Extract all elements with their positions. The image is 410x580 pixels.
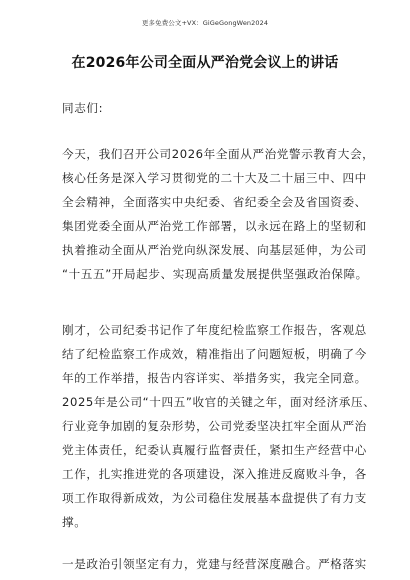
paragraph-line: 2025年是公司“十四五”收官的关键之年，面对经济承压、 <box>62 395 376 409</box>
paragraph-line: 执着推动全面从严治党向纵深发展、向基层延伸，为公司 <box>62 243 367 257</box>
paragraph-line: 一是政治引领坚定有力，党建与经营深度融合。严格落实 <box>62 557 367 571</box>
paragraph-line: 年的工作举措，报告内容详实、举措务实，我完全同意。 <box>62 371 367 385</box>
paragraph-3 <box>62 552 367 576</box>
paragraph-line: 核心任务是深入学习贯彻党的二十大及二十届三中、四中 <box>62 171 367 185</box>
paragraph-line: 工作，扎实推进党的各项建设，深入推进反腐败斗争，各 <box>62 467 367 481</box>
paragraph-1 <box>62 142 375 286</box>
paragraph-line: 项工作取得新成效，为公司稳住发展基本盘提供了有力支 <box>62 491 367 505</box>
paragraph-line: 行业竞争加剧的复杂形势，公司党委坚决扛牢全面从严治 <box>62 419 367 433</box>
paragraph-line: 今天，我们召开公司2026年全面从严治党警示教育大会， <box>62 147 375 161</box>
header-note: 更多免费公文+VX：GiGeGongWen2024 <box>141 19 269 27</box>
greeting: 同志们: <box>62 101 104 115</box>
paragraph-2 <box>62 318 376 534</box>
paragraph-line: “十五五”开局起步、实现高质量发展提供坚强政治保障。 <box>62 267 368 281</box>
paragraph-line: 党主体责任，纪委认真履行监督责任，紧扣生产经营中心 <box>62 443 367 457</box>
paragraph-line: 结了纪检监察工作成效，精准指出了问题短板，明确了今 <box>62 347 367 361</box>
paragraph-line: 集团党委全面从严治党工作部署，以永远在路上的坚韧和 <box>62 219 367 233</box>
paragraph-line: 全会精神，全面落实中央纪委、省纪委全会及省国资委、 <box>62 195 367 209</box>
document-title: 在2026年公司全面从严治党会议上的讲话 <box>71 55 339 71</box>
paragraph-line: 刚才，公司纪委书记作了年度纪检监察工作报告，客观总 <box>62 323 367 337</box>
paragraph-line: 撑。 <box>62 515 87 529</box>
